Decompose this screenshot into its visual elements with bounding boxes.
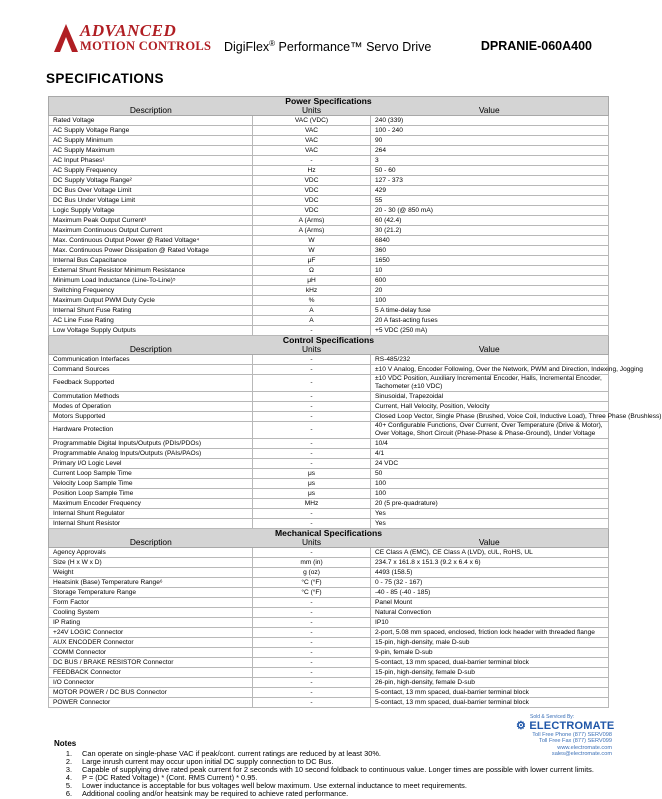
table-row (49, 276, 609, 286)
cell-value: 100 (371, 489, 609, 499)
cell-description: Form Factor (49, 598, 253, 608)
note-number: 6. (65, 789, 72, 799)
cell-units: - (253, 658, 371, 668)
section-title: Mechanical Specifications (275, 528, 382, 538)
note-number: 3. (65, 765, 72, 775)
distributor-sold-by: Sold & Serviced By: (530, 714, 575, 720)
cell-description: Heatsink (Base) Temperature Range⁶ (49, 578, 253, 588)
table-row (49, 678, 609, 688)
table-row (49, 156, 609, 166)
cell-description: Command Sources (49, 365, 253, 375)
cell-description: Velocity Loop Sample Time (49, 479, 253, 489)
cell-value: +5 VDC (250 mA) (371, 326, 609, 336)
table-row (49, 668, 609, 678)
note-number: 2. (65, 757, 72, 767)
cell-value: 264 (371, 146, 609, 156)
cell-description: Switching Frequency (49, 286, 253, 296)
table-row (49, 479, 609, 489)
cell-units: - (253, 355, 371, 365)
cell-description: DC Supply Voltage Range² (49, 176, 253, 186)
column-header-units: Units (301, 537, 322, 547)
cell-units: - (253, 628, 371, 638)
cell-value: 6840 (371, 236, 609, 246)
electromate-logo-icon: ⚙ (516, 720, 527, 732)
distributor-badge (516, 714, 615, 758)
table-row (49, 558, 609, 568)
cell-value: 15-pin, high-density, female D-sub (371, 668, 609, 678)
page-header (0, 0, 638, 62)
cell-units: °C (°F) (253, 578, 371, 588)
cell-value: 20 - 30 (@ 850 mA) (371, 206, 609, 216)
cell-value: RS-485/232 (371, 355, 609, 365)
page-title: SPECIFICATIONS (46, 71, 164, 86)
cell-value: 100 (371, 296, 609, 306)
note-text: Lower inductance is acceptable for bus voltages well below maximum. Use external inductance to meet requirements. (82, 781, 467, 791)
cell-description: Weight (49, 568, 253, 578)
note-number: 5. (65, 781, 72, 791)
cell-units: - (253, 375, 371, 392)
table-row (49, 246, 609, 256)
table-row (49, 648, 609, 658)
column-header-value: Value (478, 105, 500, 115)
table-row (49, 166, 609, 176)
table-row (49, 206, 609, 216)
cell-units: MHz (253, 499, 371, 509)
note-text: Capable of supplying drive rated peak current for 2 seconds with 10 second foldback to continuous value. Longer times are possible with lower current limits. (82, 765, 594, 775)
table-row (49, 266, 609, 276)
cell-value: 20 (371, 286, 609, 296)
cell-description: DC BUS / BRAKE RESISTOR Connector (49, 658, 253, 668)
cell-value: 234.7 x 161.8 x 151.3 (9.2 x 6.4 x 6) (371, 558, 609, 568)
cell-units: μs (253, 479, 371, 489)
cell-units: - (253, 449, 371, 459)
table-row (49, 196, 609, 206)
cell-description: FEEDBACK Connector (49, 668, 253, 678)
table-row (49, 439, 609, 449)
cell-value: 4/1 (371, 449, 609, 459)
cell-description: Logic Supply Voltage (49, 206, 253, 216)
table-row (49, 296, 609, 306)
table-row (49, 186, 609, 196)
table-row (49, 608, 609, 618)
cell-value: 50 - 60 (371, 166, 609, 176)
cell-description: +24V LOGIC Connector (49, 628, 253, 638)
cell-description: Primary I/O Logic Level (49, 459, 253, 469)
cell-units: A (Arms) (253, 216, 371, 226)
cell-units: - (253, 598, 371, 608)
cell-value: 20 A fast-acting fuses (371, 316, 609, 326)
cell-description: AC Supply Minimum (49, 136, 253, 146)
cell-units: - (253, 365, 371, 375)
cell-value: 5-contact, 13 mm spaced, dual-barrier terminal block (371, 688, 609, 698)
cell-description: Modes of Operation (49, 402, 253, 412)
logo-line-1: ADVANCED (80, 21, 177, 40)
cell-description: Minimum Load Inductance (Line-To-Line)⁵ (49, 276, 253, 286)
cell-description: External Shunt Resistor Minimum Resistance (49, 266, 253, 276)
table-row (49, 568, 609, 578)
section-header (49, 97, 609, 116)
cell-description: Internal Shunt Resistor (49, 519, 253, 529)
cell-description: Agency Approvals (49, 548, 253, 558)
cell-value: 55 (371, 196, 609, 206)
table-row (49, 449, 609, 459)
notes-title: Notes (54, 739, 77, 748)
cell-value: ±10 V Analog, Encoder Following, Over the Network, PWM and Direction, Indexing, Jogging (371, 365, 609, 375)
cell-value: Yes (371, 519, 609, 529)
distributor-email[interactable]: sales@electromate.com (551, 751, 612, 758)
cell-description: I/O Connector (49, 678, 253, 688)
cell-description: Programmable Analog Inputs/Outputs (PAIs/PAOs) (49, 449, 253, 459)
table-row (49, 422, 609, 439)
cell-units: μs (253, 489, 371, 499)
table-row (49, 658, 609, 668)
cell-units: kHz (253, 286, 371, 296)
cell-value: 240 (339) (371, 116, 609, 126)
cell-description: AC Supply Maximum (49, 146, 253, 156)
cell-description: Low Voltage Supply Outputs (49, 326, 253, 336)
table-row (49, 236, 609, 246)
cell-value: 60 (42.4) (371, 216, 609, 226)
cell-value: CE Class A (EMC), CE Class A (LVD), cUL, RoHS, UL (371, 548, 609, 558)
cell-value: 50 (371, 469, 609, 479)
table-row (49, 499, 609, 509)
cell-units: - (253, 156, 371, 166)
cell-value: 10 (371, 266, 609, 276)
cell-value: Yes (371, 509, 609, 519)
cell-description: DC Bus Under Voltage Limit (49, 196, 253, 206)
note-text: Additional cooling and/or heatsink may be required to achieve rated performance. (82, 789, 349, 799)
cell-units: VDC (253, 206, 371, 216)
cell-description: AC Input Phases¹ (49, 156, 253, 166)
cell-units: - (253, 698, 371, 708)
cell-units: VAC (253, 146, 371, 156)
table-row (49, 688, 609, 698)
table-row (49, 412, 609, 422)
cell-units: - (253, 326, 371, 336)
table-row (49, 306, 609, 316)
note-text: Can operate on single-phase VAC if peak/cont. current ratings are reduced by at least 30%. (82, 749, 381, 758)
column-header-units: Units (301, 105, 322, 115)
cell-value: 9-pin, female D-sub (371, 648, 609, 658)
cell-units: - (253, 548, 371, 558)
cell-units: - (253, 608, 371, 618)
table-row (49, 375, 609, 392)
table-row (49, 392, 609, 402)
cell-units: Ω (253, 266, 371, 276)
cell-value: Current, Hall Velocity, Position, Velocity (371, 402, 609, 412)
table-row (49, 618, 609, 628)
cell-units: °C (°F) (253, 588, 371, 598)
distributor-fax: Toll Free Fax (877) SERV099 (539, 738, 612, 745)
cell-value: Panel Mount (371, 598, 609, 608)
cell-value: 5 A time-delay fuse (371, 306, 609, 316)
section-title: Control Specifications (282, 335, 375, 345)
cell-units: - (253, 648, 371, 658)
cell-units: - (253, 618, 371, 628)
cell-value: Closed Loop Vector, Single Phase (Brushed, Voice Coil, Inductive Load), Three Phase (Brushless) (371, 412, 609, 422)
cell-units: - (253, 439, 371, 449)
table-row (49, 216, 609, 226)
cell-units: W (253, 236, 371, 246)
cell-description: DC Bus Over Voltage Limit (49, 186, 253, 196)
section-header (49, 529, 609, 548)
table-row (49, 256, 609, 266)
product-name: DigiFlex® Performance™ Servo Drive (224, 39, 432, 55)
cell-units: VAC (253, 126, 371, 136)
cell-value: 2-port, 5.08 mm spaced, enclosed, friction lock header with threaded flange (371, 628, 609, 638)
cell-value: 0 - 75 (32 - 167) (371, 578, 609, 588)
table-row (49, 598, 609, 608)
cell-value: 10/4 (371, 439, 609, 449)
cell-value: IP10 (371, 618, 609, 628)
cell-description: Max. Continuous Output Power @ Rated Voltage⁴ (49, 236, 253, 246)
cell-value: Natural Convection (371, 608, 609, 618)
column-header-description: Description (129, 105, 172, 115)
cell-units: - (253, 668, 371, 678)
cell-units: VDC (253, 186, 371, 196)
cell-value: ±10 VDC Position, Auxiliary Incremental Encoder, Halls, Incremental Encoder, Tachometer (±10 VDC) (371, 375, 609, 392)
distributor-brand: ⚙ ELECTROMATE (516, 720, 615, 732)
cell-units: A (253, 316, 371, 326)
cell-description: Commutation Methods (49, 392, 253, 402)
table-row (49, 489, 609, 499)
cell-description: AC Supply Frequency (49, 166, 253, 176)
cell-description: IP Rating (49, 618, 253, 628)
cell-value: 600 (371, 276, 609, 286)
cell-units: A (253, 306, 371, 316)
cell-description: Maximum Output PWM Duty Cycle (49, 296, 253, 306)
notes-list (54, 750, 594, 799)
specifications-table (48, 96, 662, 708)
cell-value: 5-contact, 13 mm spaced, dual-barrier terminal block (371, 698, 609, 708)
cell-description: Hardware Protection (49, 422, 253, 439)
logo-triangle-icon (52, 22, 80, 52)
cell-description: AUX ENCODER Connector (49, 638, 253, 648)
cell-description: Maximum Peak Output Current³ (49, 216, 253, 226)
table-row (49, 402, 609, 412)
cell-description: Current Loop Sample Time (49, 469, 253, 479)
cell-description: Storage Temperature Range (49, 588, 253, 598)
cell-units: g (oz) (253, 568, 371, 578)
cell-description: Maximum Encoder Frequency (49, 499, 253, 509)
cell-units: - (253, 459, 371, 469)
column-header-units: Units (301, 344, 322, 354)
cell-units: - (253, 422, 371, 439)
cell-value: 20 (5 pre-quadrature) (371, 499, 609, 509)
note-item (54, 790, 594, 798)
cell-units: - (253, 678, 371, 688)
table-row (49, 326, 609, 336)
cell-value: 127 - 373 (371, 176, 609, 186)
column-header-description: Description (129, 537, 172, 547)
table-row (49, 365, 609, 375)
table-row (49, 578, 609, 588)
cell-units: μF (253, 256, 371, 266)
cell-description: Internal Bus Capacitance (49, 256, 253, 266)
table-row (49, 628, 609, 638)
cell-units: VDC (253, 196, 371, 206)
cell-value: 40+ Configurable Functions, Over Current, Over Temperature (Drive & Motor), Over Voltage, Short Circuit (Phase-Phase & Phase-Ground), Under Voltage (371, 422, 609, 439)
cell-description: COMM Connector (49, 648, 253, 658)
cell-units: - (253, 412, 371, 422)
cell-value: 5-contact, 13 mm spaced, dual-barrier terminal block (371, 658, 609, 668)
distributor-phone: Toll Free Phone (877) SERV098 (532, 732, 612, 738)
cell-units: μH (253, 276, 371, 286)
cell-value: 90 (371, 136, 609, 146)
section-title: Power Specifications (285, 96, 372, 106)
table-row (49, 509, 609, 519)
cell-units: mm (in) (253, 558, 371, 568)
table-row (49, 638, 609, 648)
table-row (49, 588, 609, 598)
table-row (49, 116, 609, 126)
note-number: 1. (65, 749, 72, 758)
cell-description: Motors Supported (49, 412, 253, 422)
cell-value: 26-pin, high-density, female D-sub (371, 678, 609, 688)
cell-value: 360 (371, 246, 609, 256)
cell-description: Cooling System (49, 608, 253, 618)
logo-line-2: MOTION CONTROLS (80, 39, 212, 53)
cell-description: Maximum Continuous Output Current (49, 226, 253, 236)
cell-value: 1650 (371, 256, 609, 266)
model-number: DPRANIE-060A400 (480, 39, 592, 53)
cell-units: - (253, 402, 371, 412)
cell-value: 4493 (158.5) (371, 568, 609, 578)
cell-description: Rated Voltage (49, 116, 253, 126)
note-text: Large inrush current may occur upon initial DC supply connection to DC Bus. (82, 757, 334, 767)
cell-description: Max. Continuous Power Dissipation @ Rated Voltage (49, 246, 253, 256)
table-row (49, 355, 609, 365)
cell-value: 429 (371, 186, 609, 196)
cell-units: % (253, 296, 371, 306)
cell-description: Feedback Supported (49, 375, 253, 392)
cell-units: - (253, 392, 371, 402)
column-headers (49, 345, 608, 354)
table-row (49, 519, 609, 529)
cell-description: Communication Interfaces (49, 355, 253, 365)
cell-units: - (253, 519, 371, 529)
column-headers (49, 538, 608, 547)
cell-value: 100 (371, 479, 609, 489)
cell-value: 3 (371, 156, 609, 166)
cell-description: MOTOR POWER / DC BUS Connector (49, 688, 253, 698)
cell-description: Internal Shunt Fuse Rating (49, 306, 253, 316)
table-row (49, 286, 609, 296)
cell-value: Sinusoidal, Trapezoidal (371, 392, 609, 402)
note-text: P = (DC Rated Voltage) * (Cont. RMS Current) * 0.95. (82, 773, 258, 783)
cell-value: 24 VDC (371, 459, 609, 469)
cell-units: - (253, 509, 371, 519)
column-headers (49, 106, 608, 115)
company-logo (52, 22, 212, 54)
distributor-web[interactable]: www.electromate.com (557, 744, 612, 751)
table-row (49, 459, 609, 469)
cell-value: 15-pin, high-density, male D-sub (371, 638, 609, 648)
table-row (49, 136, 609, 146)
column-header-value: Value (478, 537, 500, 547)
table-row (49, 698, 609, 708)
cell-description: AC Line Fuse Rating (49, 316, 253, 326)
table-row (49, 226, 609, 236)
cell-units: VDC (253, 176, 371, 186)
cell-units: W (253, 246, 371, 256)
cell-description: Programmable Digital Inputs/Outputs (PDIs/PDOs) (49, 439, 253, 449)
section-header (49, 336, 609, 355)
cell-units: Hz (253, 166, 371, 176)
cell-units: - (253, 638, 371, 648)
cell-value: 30 (21.2) (371, 226, 609, 236)
notes-section (54, 739, 594, 799)
cell-description: Size (H x W x D) (49, 558, 253, 568)
column-header-value: Value (478, 344, 500, 354)
cell-description: AC Supply Voltage Range (49, 126, 253, 136)
table-row (49, 548, 609, 558)
cell-description: Internal Shunt Regulator (49, 509, 253, 519)
cell-value: 100 - 240 (371, 126, 609, 136)
cell-units: VAC (253, 136, 371, 146)
cell-description: Position Loop Sample Time (49, 489, 253, 499)
cell-value: -40 - 85 (-40 - 185) (371, 588, 609, 598)
cell-description: POWER Connector (49, 698, 253, 708)
table-row (49, 176, 609, 186)
cell-units: - (253, 688, 371, 698)
table-row (49, 316, 609, 326)
column-header-description: Description (129, 344, 172, 354)
table-row (49, 469, 609, 479)
cell-units: μs (253, 469, 371, 479)
cell-units: VAC (VDC) (253, 116, 371, 126)
cell-units: A (Arms) (253, 226, 371, 236)
note-number: 4. (65, 773, 72, 783)
table-row (49, 146, 609, 156)
table-row (49, 126, 609, 136)
